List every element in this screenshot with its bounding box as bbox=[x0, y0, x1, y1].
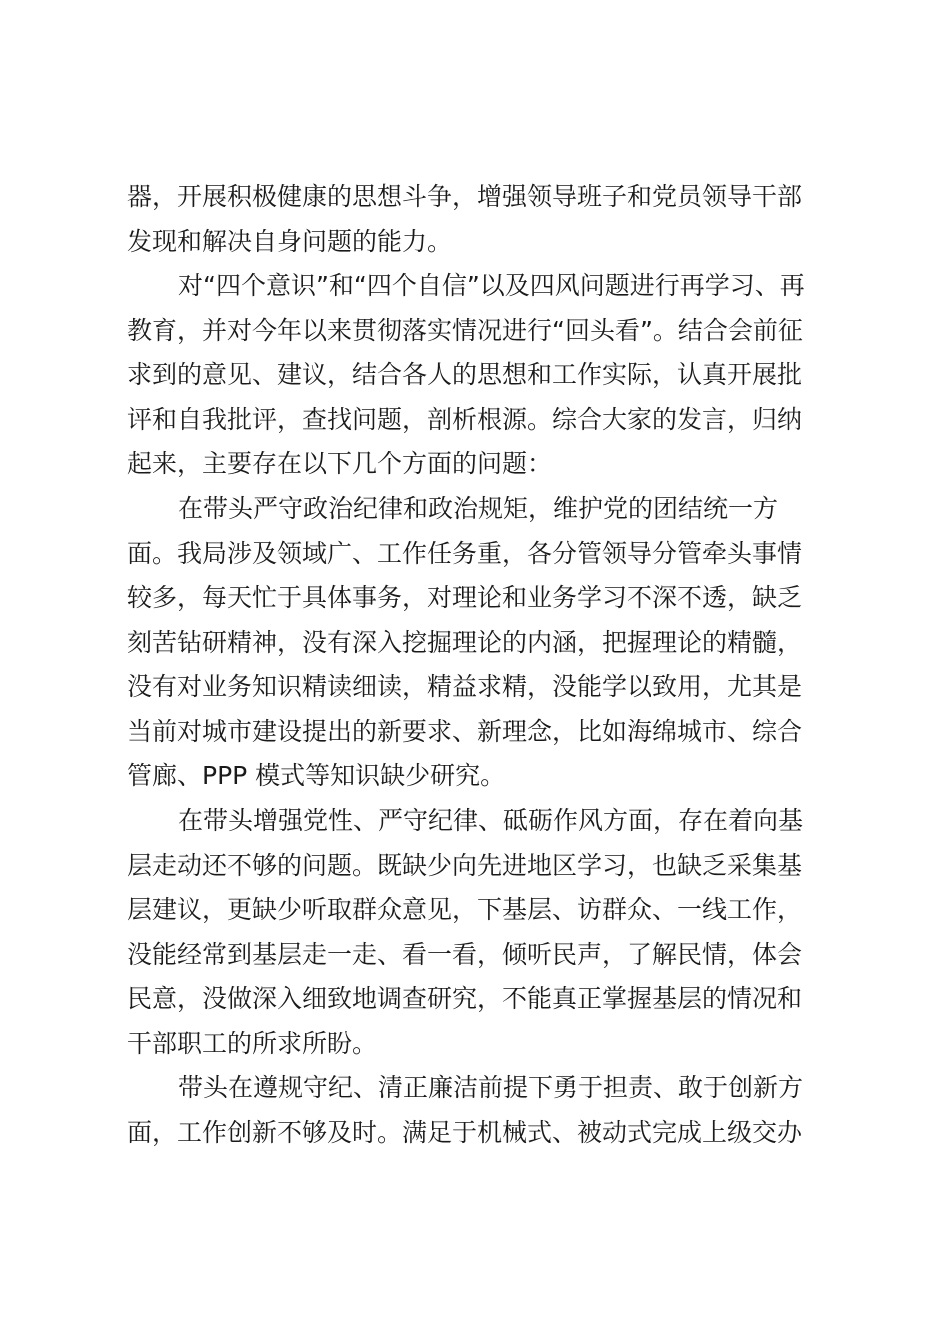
text-line: 较多，每天忙于具体事务，对理论和业务学习不深不透，缺乏 bbox=[127, 583, 803, 612]
text-line: 面。我局涉及领域广、工作任务重，各分管领导分管牵头事情 bbox=[127, 539, 803, 568]
text-line: 干部职工的所求所盼。 bbox=[127, 1029, 378, 1058]
text-line: 面，工作创新不够及时。满足于机械式、被动式完成上级交办 bbox=[127, 1118, 803, 1147]
text-line: 教育，并对今年以来贯彻落实情况进行“回头看”。结合会前征 bbox=[127, 316, 803, 345]
text-line: 层建议，更缺少听取群众意见，下基层、访群众、一线工作， bbox=[127, 895, 803, 924]
text-line: 管廊、PPP 模式等知识缺少研究。 bbox=[127, 761, 506, 790]
text-line: 层走动还不够的问题。既缺少向先进地区学习，也缺乏采集基 bbox=[127, 851, 803, 880]
text-line: 发现和解决自身问题的能力。 bbox=[127, 227, 453, 256]
text-line: 求到的意见、建议，结合各人的思想和工作实际，认真开展批 bbox=[127, 360, 803, 389]
text-line: 没有对业务知识精读细读，精益求精，没能学以致用，尤其是 bbox=[127, 672, 803, 701]
paragraph-first-line: 带头在遵规守纪、清正廉洁前提下勇于担责、敢于创新方 bbox=[178, 1073, 804, 1102]
text-line: 评和自我批评，查找问题，剖析根源。综合大家的发言，归纳 bbox=[127, 405, 803, 434]
text-line: 当前对城市建设提出的新要求、新理念，比如海绵城市、综合 bbox=[127, 717, 803, 746]
text-line: 刻苦钻研精神，没有深入挖掘理论的内涵，把握理论的精髓， bbox=[127, 628, 803, 657]
text-line: 没能经常到基层走一走、看一看，倾听民声，了解民情，体会 bbox=[127, 940, 803, 969]
text-line: 器，开展积极健康的思想斗争，增强领导班子和党员领导干部 bbox=[127, 182, 803, 211]
paragraph-first-line: 在带头增强党性、严守纪律、砥砺作风方面，存在着向基 bbox=[178, 806, 804, 835]
paragraph-first-line: 对“四个意识”和“四个自信”以及四风问题进行再学习、再 bbox=[178, 271, 805, 300]
text-line: 起来，主要存在以下几个方面的问题： bbox=[127, 449, 553, 478]
paragraph-first-line: 在带头严守政治纪律和政治规矩，维护党的团结统一方 bbox=[178, 494, 779, 523]
text-line: 民意，没做深入细致地调查研究，不能真正掌握基层的情况和 bbox=[127, 984, 803, 1013]
